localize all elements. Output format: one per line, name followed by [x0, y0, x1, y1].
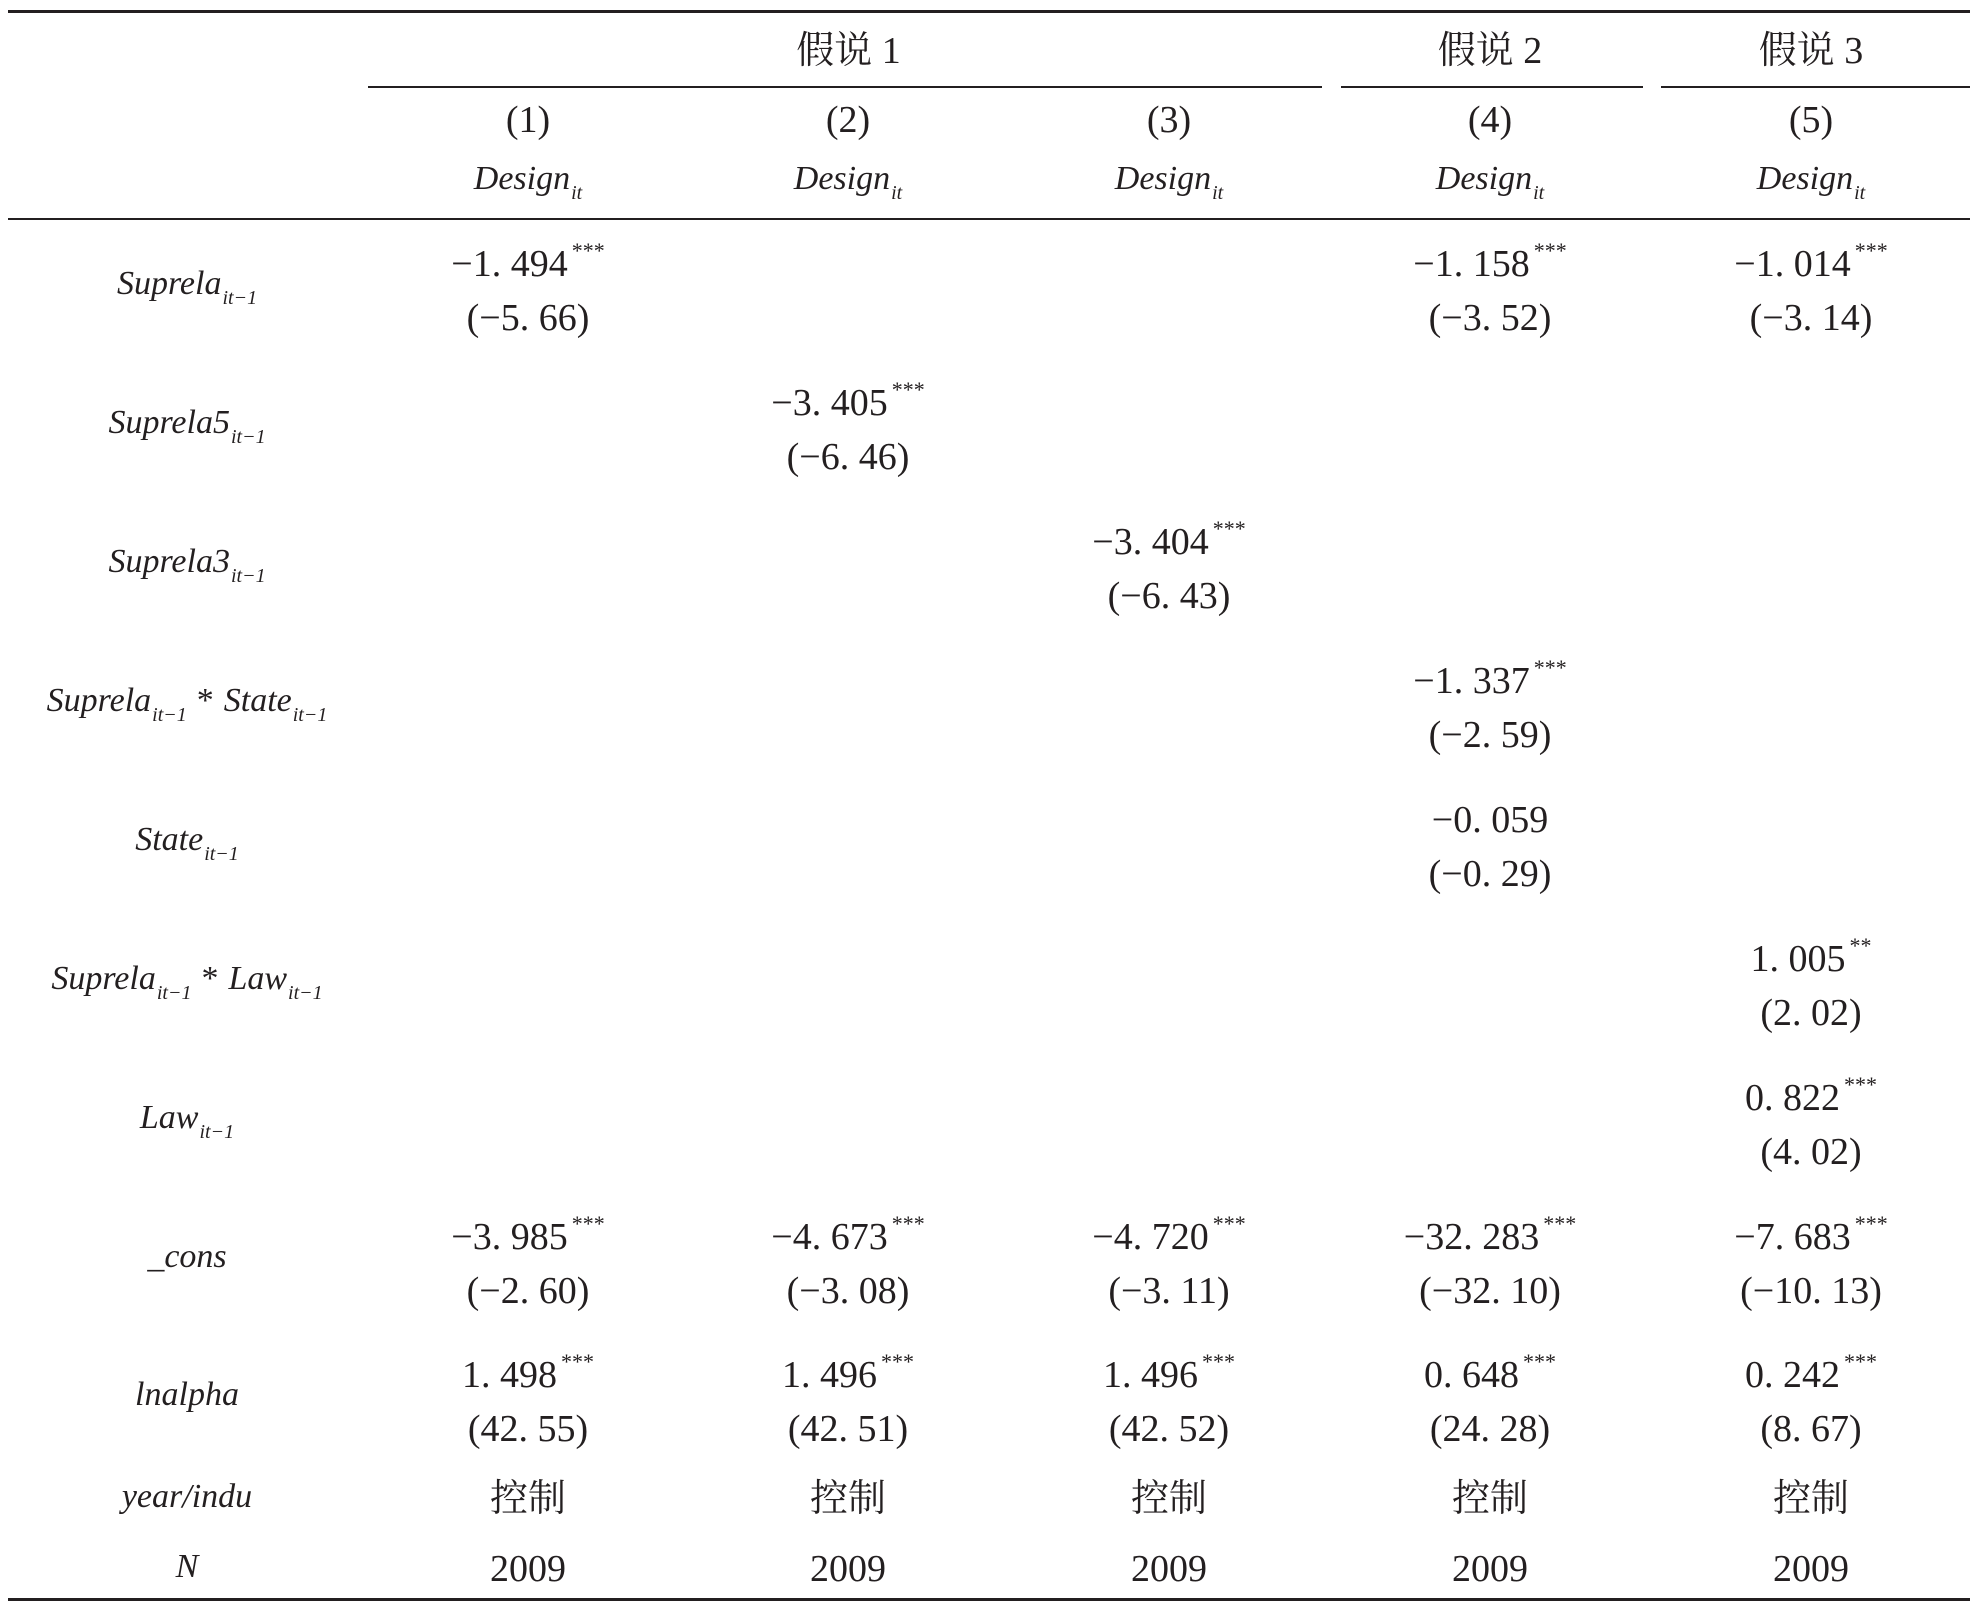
subscript: it−1	[199, 1121, 235, 1143]
group-underline	[1341, 86, 1643, 88]
significance-stars: ***	[1212, 1211, 1246, 1236]
significance-stars: ***	[1533, 238, 1567, 263]
significance-stars: ***	[1523, 1349, 1556, 1374]
column-number: (1)	[505, 99, 551, 141]
coefficient-value: 0. 242	[1745, 1354, 1840, 1396]
coefficient	[462, 1349, 594, 1396]
significance-stars: ***	[571, 1211, 605, 1236]
significance-stars: ***	[1543, 1211, 1577, 1236]
coefficient-value: −1. 158	[1413, 243, 1530, 285]
variable-name: _cons	[147, 1238, 227, 1275]
coefficient-value: 1. 496	[782, 1354, 877, 1396]
dependent-variable-name: Design	[473, 160, 571, 197]
operator: *	[196, 682, 214, 719]
header-bottom-rule	[8, 218, 1970, 220]
coefficient-value: −3. 405	[771, 382, 888, 424]
hypothesis-group-label: 假说 1	[796, 30, 901, 72]
variable-name: State	[135, 821, 204, 858]
subscript: it−1	[152, 704, 187, 726]
variable-name: Law	[139, 1099, 199, 1136]
coefficient	[451, 1211, 605, 1258]
subscript: it	[891, 182, 903, 204]
coefficient	[1413, 238, 1567, 285]
significance-stars: **	[1849, 933, 1872, 958]
significance-stars: ***	[1854, 1211, 1888, 1236]
t-statistic: (−32. 10)	[1419, 1270, 1561, 1312]
t-statistic: (42. 55)	[467, 1408, 589, 1450]
footer-value: 控制	[1451, 1478, 1529, 1520]
coefficient-value: −1. 494	[451, 243, 568, 285]
coefficient-value: 1. 005	[1750, 938, 1846, 980]
variable-name: Suprela5	[108, 404, 230, 441]
t-statistic: (−2. 59)	[1428, 714, 1552, 756]
subscript: it	[1212, 182, 1224, 204]
coefficient-value: −4. 720	[1092, 1216, 1209, 1258]
significance-stars: ***	[891, 1211, 925, 1236]
column-number: (3)	[1146, 99, 1192, 141]
significance-stars: ***	[1844, 1072, 1877, 1097]
coefficient-value: −3. 404	[1092, 521, 1209, 563]
t-statistic: (8. 67)	[1760, 1408, 1862, 1450]
subscript: it−1	[230, 565, 266, 587]
coefficient-value: −3. 985	[451, 1216, 568, 1258]
t-statistic: (−10. 13)	[1740, 1270, 1882, 1312]
coefficient-value: 1. 498	[462, 1354, 557, 1396]
t-statistic: (24. 28)	[1429, 1408, 1551, 1450]
coefficient	[1734, 238, 1888, 285]
significance-stars: ***	[561, 1349, 594, 1374]
coefficient-value: −1. 337	[1413, 660, 1530, 702]
coefficient	[1424, 1349, 1556, 1396]
row-label	[116, 265, 258, 309]
coefficient-value: −1. 014	[1734, 243, 1851, 285]
dependent-variable-name: Design	[1435, 160, 1533, 197]
t-statistic: (2. 02)	[1760, 992, 1862, 1034]
coefficient	[1413, 655, 1567, 702]
subscript: it−1	[288, 982, 323, 1004]
footer-value: 控制	[1130, 1478, 1208, 1520]
t-statistic: (−2. 60)	[466, 1270, 590, 1312]
footer-value: 2009	[1452, 1548, 1528, 1590]
row-label	[108, 404, 266, 448]
footer-value: 2009	[1773, 1548, 1849, 1590]
top-rule	[8, 10, 1970, 13]
footer-row-label: year/indu	[121, 1478, 253, 1515]
coefficient-value: 1. 496	[1103, 1354, 1198, 1396]
t-statistic: (4. 02)	[1760, 1131, 1862, 1173]
row-label	[139, 1099, 235, 1143]
footer-row-label: N	[175, 1548, 199, 1585]
row-label	[135, 821, 239, 865]
t-statistic: (42. 51)	[787, 1408, 909, 1450]
subscript: it−1	[230, 426, 266, 448]
variable-name: Suprela3	[108, 543, 230, 580]
footer-value: 2009	[810, 1548, 886, 1590]
variable-name: lnalpha	[135, 1376, 239, 1413]
dependent-variable-name: Design	[1114, 160, 1212, 197]
significance-stars: ***	[1202, 1349, 1235, 1374]
coefficient	[1103, 1349, 1235, 1396]
significance-stars: ***	[571, 238, 605, 263]
variable-name: State	[223, 682, 292, 719]
row-label	[147, 1240, 226, 1274]
t-statistic: (−6. 46)	[786, 436, 910, 478]
significance-stars: ***	[1854, 238, 1888, 263]
footer-value: 控制	[1772, 1478, 1850, 1520]
variable-name: Law	[228, 960, 288, 997]
t-statistic: (−3. 52)	[1428, 297, 1552, 339]
subscript: it	[571, 182, 583, 204]
bottom-rule	[8, 1598, 1970, 1601]
group-underline	[368, 86, 1322, 88]
coefficient-value: 0. 648	[1424, 1354, 1519, 1396]
coefficient	[1092, 516, 1246, 563]
coefficient	[1734, 1211, 1888, 1258]
footer-value: 控制	[809, 1478, 887, 1520]
coefficient-value: 0. 822	[1745, 1077, 1840, 1119]
t-statistic: (42. 52)	[1108, 1408, 1230, 1450]
dependent-variable	[1114, 160, 1224, 204]
coefficient	[1403, 1211, 1577, 1258]
subscript: it−1	[292, 704, 328, 726]
coefficient	[1092, 1211, 1246, 1258]
coefficient-value: −4. 673	[771, 1216, 888, 1258]
dependent-variable	[1435, 160, 1545, 204]
dependent-variable	[473, 160, 583, 204]
dependent-variable-name: Design	[1756, 160, 1854, 197]
coefficient	[1745, 1072, 1877, 1119]
t-statistic: (−3. 08)	[786, 1270, 910, 1312]
subscript: it	[1533, 182, 1545, 204]
column-number: (2)	[825, 99, 871, 141]
row-label	[135, 1378, 239, 1412]
dependent-variable	[1756, 160, 1866, 204]
dependent-variable	[793, 160, 903, 204]
subscript: it−1	[222, 287, 258, 309]
hypothesis-group-label: 假说 3	[1758, 30, 1864, 72]
t-statistic: (−3. 14)	[1749, 297, 1873, 339]
coefficient	[451, 238, 605, 285]
footer-value: 2009	[1131, 1548, 1207, 1590]
footer-value: 控制	[489, 1478, 567, 1520]
group-underline	[1661, 86, 1970, 88]
significance-stars: ***	[1212, 516, 1246, 541]
footer-value: 2009	[490, 1548, 566, 1590]
coefficient-value: −0. 059	[1431, 799, 1549, 841]
dependent-variable-name: Design	[793, 160, 891, 197]
variable-name: Suprela	[116, 265, 222, 302]
t-statistic: (−5. 66)	[466, 297, 590, 339]
coefficient	[782, 1349, 914, 1396]
coefficient	[1750, 933, 1872, 980]
significance-stars: ***	[891, 377, 925, 402]
t-statistic: (−3. 11)	[1108, 1270, 1230, 1312]
coefficient	[771, 377, 925, 424]
column-number: (5)	[1788, 99, 1834, 141]
coefficient	[1432, 801, 1548, 839]
column-number: (4)	[1467, 99, 1513, 141]
subscript: it−1	[156, 982, 192, 1004]
variable-name: Suprela	[51, 960, 156, 997]
coefficient	[1745, 1349, 1877, 1396]
coefficient	[771, 1211, 925, 1258]
significance-stars: ***	[881, 1349, 914, 1374]
row-label	[46, 682, 328, 726]
coefficient-value: −7. 683	[1734, 1216, 1851, 1258]
significance-stars: ***	[1844, 1349, 1877, 1374]
subscript: it	[1854, 182, 1866, 204]
t-statistic: (−6. 43)	[1107, 575, 1231, 617]
row-label	[51, 960, 323, 1004]
row-label	[108, 543, 266, 587]
significance-stars: ***	[1533, 655, 1567, 680]
coefficient-value: −32. 283	[1403, 1216, 1540, 1258]
variable-name: Suprela	[46, 682, 152, 719]
hypothesis-group-label: 假说 2	[1437, 30, 1543, 72]
operator: *	[201, 960, 219, 997]
t-statistic: (−0. 29)	[1428, 853, 1552, 895]
subscript: it−1	[204, 843, 239, 865]
